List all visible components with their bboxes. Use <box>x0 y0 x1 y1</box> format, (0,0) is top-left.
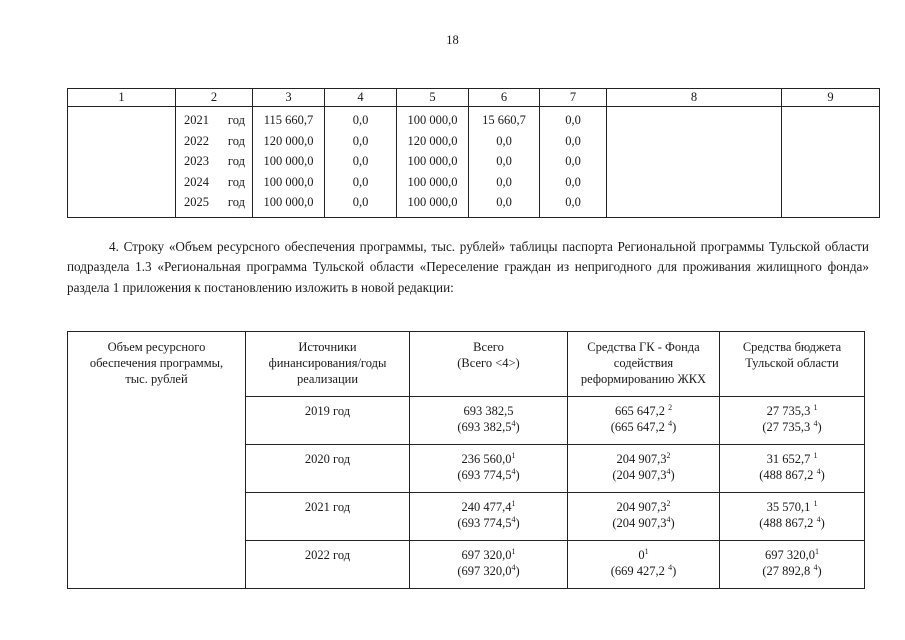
footnote-mark: 1 <box>511 450 516 460</box>
cell-value: (693 774,5 <box>457 516 512 530</box>
cell-value: 0,0 <box>565 174 581 189</box>
cell-value: 0,0 <box>352 174 369 189</box>
footnote-mark: 4 <box>816 466 821 476</box>
value-line <box>572 419 715 435</box>
cell-value: 0 <box>638 548 645 562</box>
year-value: 2021 <box>184 113 209 127</box>
year-cell: 2021 год <box>246 493 410 541</box>
cell-value: (204 907,3 <box>612 516 667 530</box>
year-line <box>176 110 252 131</box>
column-header-sources <box>246 332 410 397</box>
value-line <box>414 547 563 563</box>
cell-value: ) <box>515 468 520 482</box>
value-line <box>724 563 860 579</box>
cell-value: 100 000,0 <box>407 113 458 127</box>
column-7-cell <box>540 107 607 218</box>
budget-cell <box>720 493 865 541</box>
cell-value: (697 320,0 <box>457 564 512 578</box>
cell-value: ) <box>670 516 675 530</box>
header-line: финансирования/годы <box>268 356 387 370</box>
value-line <box>572 499 715 515</box>
row-label-cell <box>68 332 246 589</box>
value-line <box>414 451 563 467</box>
cell-value: 31 652,7 <box>766 452 814 466</box>
year-cell: 2020 год <box>246 445 410 493</box>
column-header: 7 <box>540 89 607 107</box>
footnote-mark: 4 <box>813 562 818 572</box>
cell-value: 100 000,0 <box>407 174 458 189</box>
row-label-line: Объем ресурсного <box>107 340 206 354</box>
cell-value: 0,0 <box>565 154 581 169</box>
footnote-mark: 1 <box>644 546 649 556</box>
year-unit: год <box>227 133 245 148</box>
year-value: 2023 <box>184 154 209 169</box>
header-line: Всего <box>473 340 504 354</box>
value-line <box>414 403 563 419</box>
cell-value: ) <box>817 420 822 434</box>
cell-value: 236 560,0 <box>461 452 512 466</box>
cell-value: ) <box>515 564 520 578</box>
cell-value: ) <box>670 468 675 482</box>
cell-value: 100 000,0 <box>407 195 458 210</box>
cell-value: 204 907,3 <box>616 500 667 514</box>
cell-value: 120 000,0 <box>407 133 458 148</box>
empty-cell <box>782 107 880 218</box>
column-4-cell <box>325 107 397 218</box>
footnote-mark: 1 <box>511 498 516 508</box>
table-row <box>68 107 880 218</box>
cell-value: 0,0 <box>496 174 512 189</box>
cell-value: (488 867,2 <box>759 468 817 482</box>
cell-value: 0,0 <box>352 113 369 127</box>
year-unit: год <box>227 154 245 169</box>
column-header: 8 <box>607 89 782 107</box>
value-line <box>414 499 563 515</box>
value-line <box>724 499 860 515</box>
row-label-line: обеспечения программы, <box>89 356 224 370</box>
column-header-fund <box>568 332 720 397</box>
budget-cell <box>720 541 865 589</box>
column-header: 5 <box>397 89 469 107</box>
year-line <box>176 151 252 172</box>
footnote-mark: 4 <box>511 418 516 428</box>
cell-value: ) <box>515 420 520 434</box>
cell-value: 697 320,0 <box>461 548 512 562</box>
cell-value: 100 000,0 <box>407 154 458 169</box>
year-cell: 2022 год <box>246 541 410 589</box>
footnote-mark: 2 <box>666 498 671 508</box>
value-line <box>414 515 563 531</box>
cell-value: 27 735,3 <box>766 404 814 418</box>
total-cell <box>410 493 568 541</box>
empty-cell <box>607 107 782 218</box>
cell-value: 693 382,5 <box>463 404 514 418</box>
cell-value: ) <box>820 516 825 530</box>
value-line <box>572 563 715 579</box>
year-value: 2025 <box>184 195 209 210</box>
footnote-mark: 1 <box>813 402 818 412</box>
year-line <box>176 192 252 213</box>
empty-cell <box>68 107 176 218</box>
year-value: 2024 <box>184 174 209 189</box>
footnote-mark: 4 <box>511 514 516 524</box>
year-unit: год <box>227 195 245 210</box>
footnote-mark: 4 <box>668 562 673 572</box>
column-header: 2 <box>176 89 253 107</box>
value-line <box>724 515 860 531</box>
cell-value: 0,0 <box>565 195 581 210</box>
cell-value: (669 427,2 <box>610 564 669 578</box>
cell-value: ) <box>515 516 520 530</box>
year-unit: год <box>227 174 245 189</box>
cell-value: 0,0 <box>565 113 581 127</box>
cell-value: 120 000,0 <box>263 133 314 148</box>
cell-value: 0,0 <box>496 195 512 210</box>
years-cell <box>176 107 253 218</box>
cell-value: 35 570,1 <box>766 500 814 514</box>
cell-value: (27 735,3 <box>762 420 814 434</box>
header-line: содействия <box>613 356 674 370</box>
cell-value: ) <box>672 420 677 434</box>
year-line <box>176 172 252 193</box>
value-line <box>724 467 860 483</box>
value-line <box>414 419 563 435</box>
cell-value: 0,0 <box>496 154 512 169</box>
footnote-mark: 4 <box>666 466 671 476</box>
column-header: 3 <box>253 89 325 107</box>
cell-value: ) <box>817 564 822 578</box>
cell-value: (665 647,2 <box>610 420 669 434</box>
column-header-budget <box>720 332 865 397</box>
cell-value: (693 774,5 <box>457 468 512 482</box>
cell-value: 665 647,2 <box>614 404 669 418</box>
value-line <box>724 547 860 563</box>
footnote-mark: 4 <box>666 514 671 524</box>
header-line: реформированию ЖКХ <box>580 372 707 386</box>
cell-value: 0,0 <box>352 195 369 210</box>
year-value: 2022 <box>184 133 209 148</box>
cell-value: 697 320,0 <box>765 548 815 562</box>
funding-years-table <box>67 88 880 218</box>
value-line <box>724 403 860 419</box>
cell-value: 0,0 <box>352 133 369 148</box>
cell-value: (693 382,5 <box>457 420 512 434</box>
cell-value: ) <box>672 564 677 578</box>
footnote-mark: 1 <box>813 498 818 508</box>
value-line <box>414 467 563 483</box>
cell-value: 100 000,0 <box>263 174 314 189</box>
value-line <box>572 547 715 563</box>
header-line: реализации <box>296 372 359 386</box>
value-line <box>572 515 715 531</box>
budget-cell <box>720 445 865 493</box>
footnote-mark: 2 <box>666 450 671 460</box>
footnote-mark: 2 <box>668 402 673 412</box>
header-line: Источники <box>298 340 357 354</box>
header-line: (Всего <4>) <box>457 356 520 370</box>
resource-support-table <box>67 331 865 589</box>
cell-value: 0,0 <box>352 154 369 169</box>
footnote-mark: 4 <box>668 418 673 428</box>
table-header-row <box>68 89 880 107</box>
column-3-cell <box>253 107 325 218</box>
footnote-mark: 1 <box>511 546 516 556</box>
year-cell: 2019 год <box>246 397 410 445</box>
total-cell <box>410 541 568 589</box>
cell-value: 0,0 <box>565 133 581 148</box>
cell-value: 115 660,7 <box>263 113 314 127</box>
cell-value: 204 907,3 <box>616 452 667 466</box>
total-cell <box>410 445 568 493</box>
cell-value: 100 000,0 <box>263 195 314 210</box>
cell-value: 240 477,4 <box>461 500 512 514</box>
value-line <box>572 467 715 483</box>
cell-value: 0,0 <box>496 133 512 148</box>
header-line: Тульской области <box>745 356 839 370</box>
cell-value: (27 892,8 <box>762 564 814 578</box>
footnote-mark: 4 <box>511 562 516 572</box>
cell-value: (488 867,2 <box>759 516 817 530</box>
fund-cell <box>568 541 720 589</box>
cell-value: 15 660,7 <box>482 113 526 127</box>
fund-cell <box>568 445 720 493</box>
header-line: Средства ГК - Фонда <box>587 340 700 354</box>
value-line <box>724 451 860 467</box>
value-line <box>572 451 715 467</box>
footnote-mark: 4 <box>511 466 516 476</box>
column-header: 4 <box>325 89 397 107</box>
fund-cell <box>568 493 720 541</box>
cell-value: ) <box>820 468 825 482</box>
budget-cell <box>720 397 865 445</box>
header-line: Средства бюджета <box>742 340 842 354</box>
amendment-paragraph: 4. Строку «Объем ресурсного обеспечения программы, тыс. рублей» таблицы паспорта Региональной программы Тульской области подраздела 1.3 «Региональная программа Тульской области «Переселение граждан из непригодного для проживания жилищного фонда» раздела 1 приложения к постановлению изложить в новой редакции: <box>67 239 869 295</box>
column-6-cell <box>469 107 540 218</box>
total-cell <box>410 397 568 445</box>
cell-value: 100 000,0 <box>263 154 314 169</box>
footnote-mark: 1 <box>813 450 818 460</box>
value-line <box>414 563 563 579</box>
fund-cell <box>568 397 720 445</box>
footnote-mark: 1 <box>815 546 819 556</box>
footnote-mark: 4 <box>816 514 821 524</box>
table-header-row <box>68 332 865 397</box>
column-header: 1 <box>68 89 176 107</box>
column-header: 9 <box>782 89 880 107</box>
column-5-cell <box>397 107 469 218</box>
year-line <box>176 131 252 152</box>
column-header: 6 <box>469 89 540 107</box>
value-line <box>572 403 715 419</box>
footnote-mark: 4 <box>813 418 818 428</box>
row-label-line: тыс. рублей <box>125 372 188 386</box>
value-line <box>724 419 860 435</box>
column-header-total <box>410 332 568 397</box>
cell-value: (204 907,3 <box>612 468 667 482</box>
page-number: 18 <box>446 33 459 47</box>
year-unit: год <box>227 113 245 127</box>
